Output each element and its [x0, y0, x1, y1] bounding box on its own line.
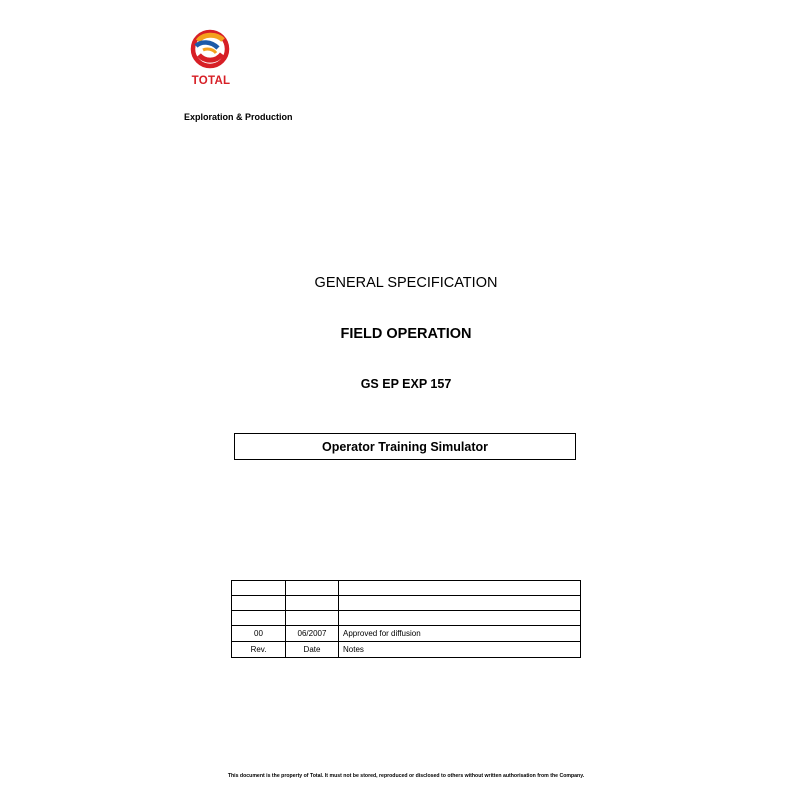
document-subject: Operator Training Simulator	[322, 439, 488, 454]
logo-wordmark: TOTAL	[191, 75, 231, 87]
notes-column-label: Notes	[339, 642, 581, 658]
notes-cell	[339, 581, 581, 596]
table-header-row	[232, 642, 581, 658]
rev-column-label: Rev.	[232, 642, 286, 658]
date-cell	[286, 596, 339, 611]
company-logo	[186, 28, 234, 92]
document-type: GENERAL SPECIFICATION	[314, 275, 498, 291]
notes-cell	[339, 596, 581, 611]
revision-table	[231, 580, 581, 658]
rev-cell	[232, 581, 286, 596]
notes-cell: Approved for diffusion	[339, 626, 581, 642]
table-row	[232, 581, 581, 596]
date-cell	[286, 581, 339, 596]
division-label: Exploration & Production	[184, 112, 293, 122]
date-cell: 06/2007	[286, 626, 339, 642]
rev-cell	[232, 611, 286, 626]
confidentiality-footer: This document is the property of Total. It must not be stored, reproduced or disclosed to others without written authorisation from the Company.	[227, 773, 585, 779]
date-cell	[286, 611, 339, 626]
document-title: FIELD OPERATION	[340, 326, 472, 342]
document-reference: GS EP EXP 157	[360, 377, 452, 391]
rev-cell: 00	[232, 626, 286, 642]
table-row	[232, 626, 581, 642]
table-row	[232, 611, 581, 626]
rev-cell	[232, 596, 286, 611]
notes-cell	[339, 611, 581, 626]
total-logo-icon	[189, 28, 231, 70]
date-column-label: Date	[286, 642, 339, 658]
table-row	[232, 596, 581, 611]
document-subject-box	[234, 433, 576, 460]
